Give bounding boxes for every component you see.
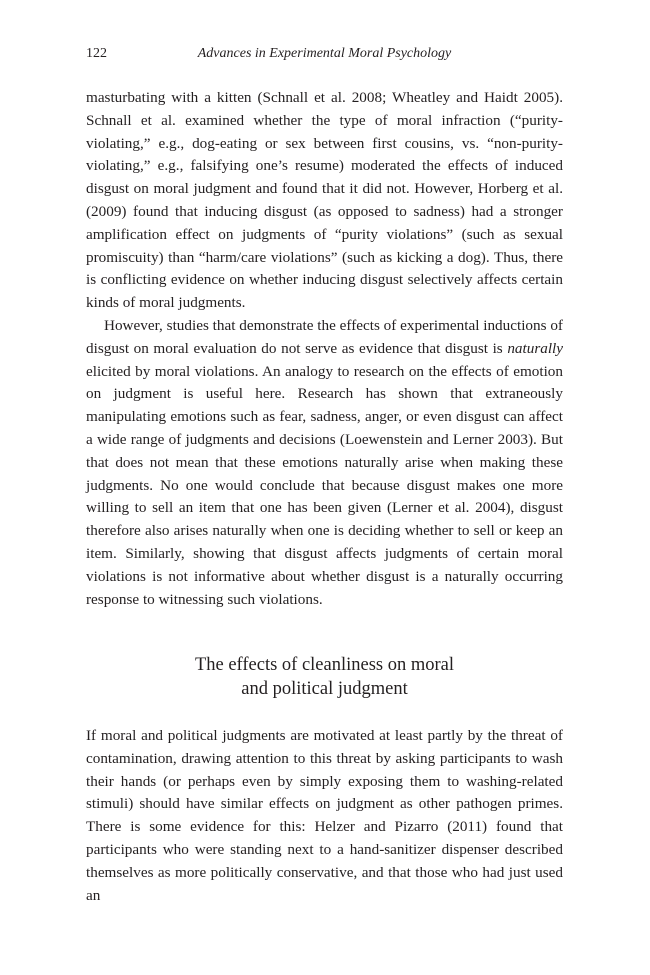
running-head: Advances in Experimental Moral Psychology [197,46,452,61]
paragraph-1 [86,87,563,315]
paragraph-3-text: If moral and political judgments are motivated at least partly by the threat of contamination, drawing attention to this threat by asking participants to wash their hands (or perhaps even by simply exposing them to washing-related stimuli) should have similar effects on judgment as other pathogen primes. There is some evidence for this: Helzer and Pizarro (2011) found that participants who were standing next to a hand-sanitizer dispenser described themselves as more politically conservative, and that those who had just used an [86,727,563,904]
page-number: 122 [86,46,107,61]
section-heading [86,653,563,701]
paragraph-2-text-start: However, studies that demonstrate the effects of experimental inductions of disgust on moral evaluation do not serve as evidence that disgust is [86,316,563,357]
section-heading-line-1: The effects of cleanliness on moral [194,655,455,675]
paragraph-2 [86,315,563,611]
body-text-bottom [86,725,563,907]
paragraph-1-text: masturbating with a kitten (Schnall et al. 2008; Wheatley and Haidt 2005). Schnall et al. examined whether the type of moral infraction (“purity-violating,” e.g., dog-eating or sex between first cousins, vs. “non-purity-violating,” e.g., falsifying one’s resume) moderated the effects of induced disgust on moral judgment and found that it did not. However, Horberg et al. (2009) found that inducing disgust (as opposed to sadness) had a stronger amplification effect on judgments of “purity violations” (such as sexual promiscuity) than “harm/care violations” (such as kicking a dog). Thus, there is conflicting evidence on whether inducing disgust selectively affects certain kinds of moral judgments. [86,89,563,312]
paragraph-2-text-end: elicited by moral violations. An analogy to research on the effects of emotion on judgment is useful here. Research has shown that extraneously manipulating emotions such as fear, sadness, anger, or even disgust can affect a wide range of judgments and decisions (Loewenstein and Lerner 2003). But that does not mean that these emotions naturally arise when making these judgments. No one would conclude that because disgust makes one more willing to sell an item that one has been given (Lerner et al. 2004), disgust therefore also arises naturally when one is deciding whether to sell or keep an item. Similarly, showing that disgust affects judgments of certain moral violations is not informative about whether disgust is a naturally occurring response to witnessing such violations. [86,362,563,608]
body-text-top [86,87,563,611]
section-heading-line-2: and political judgment [241,679,408,699]
page-header [86,44,563,64]
paragraph-3 [86,725,563,907]
paragraph-2-emphasis: naturally [507,339,563,357]
